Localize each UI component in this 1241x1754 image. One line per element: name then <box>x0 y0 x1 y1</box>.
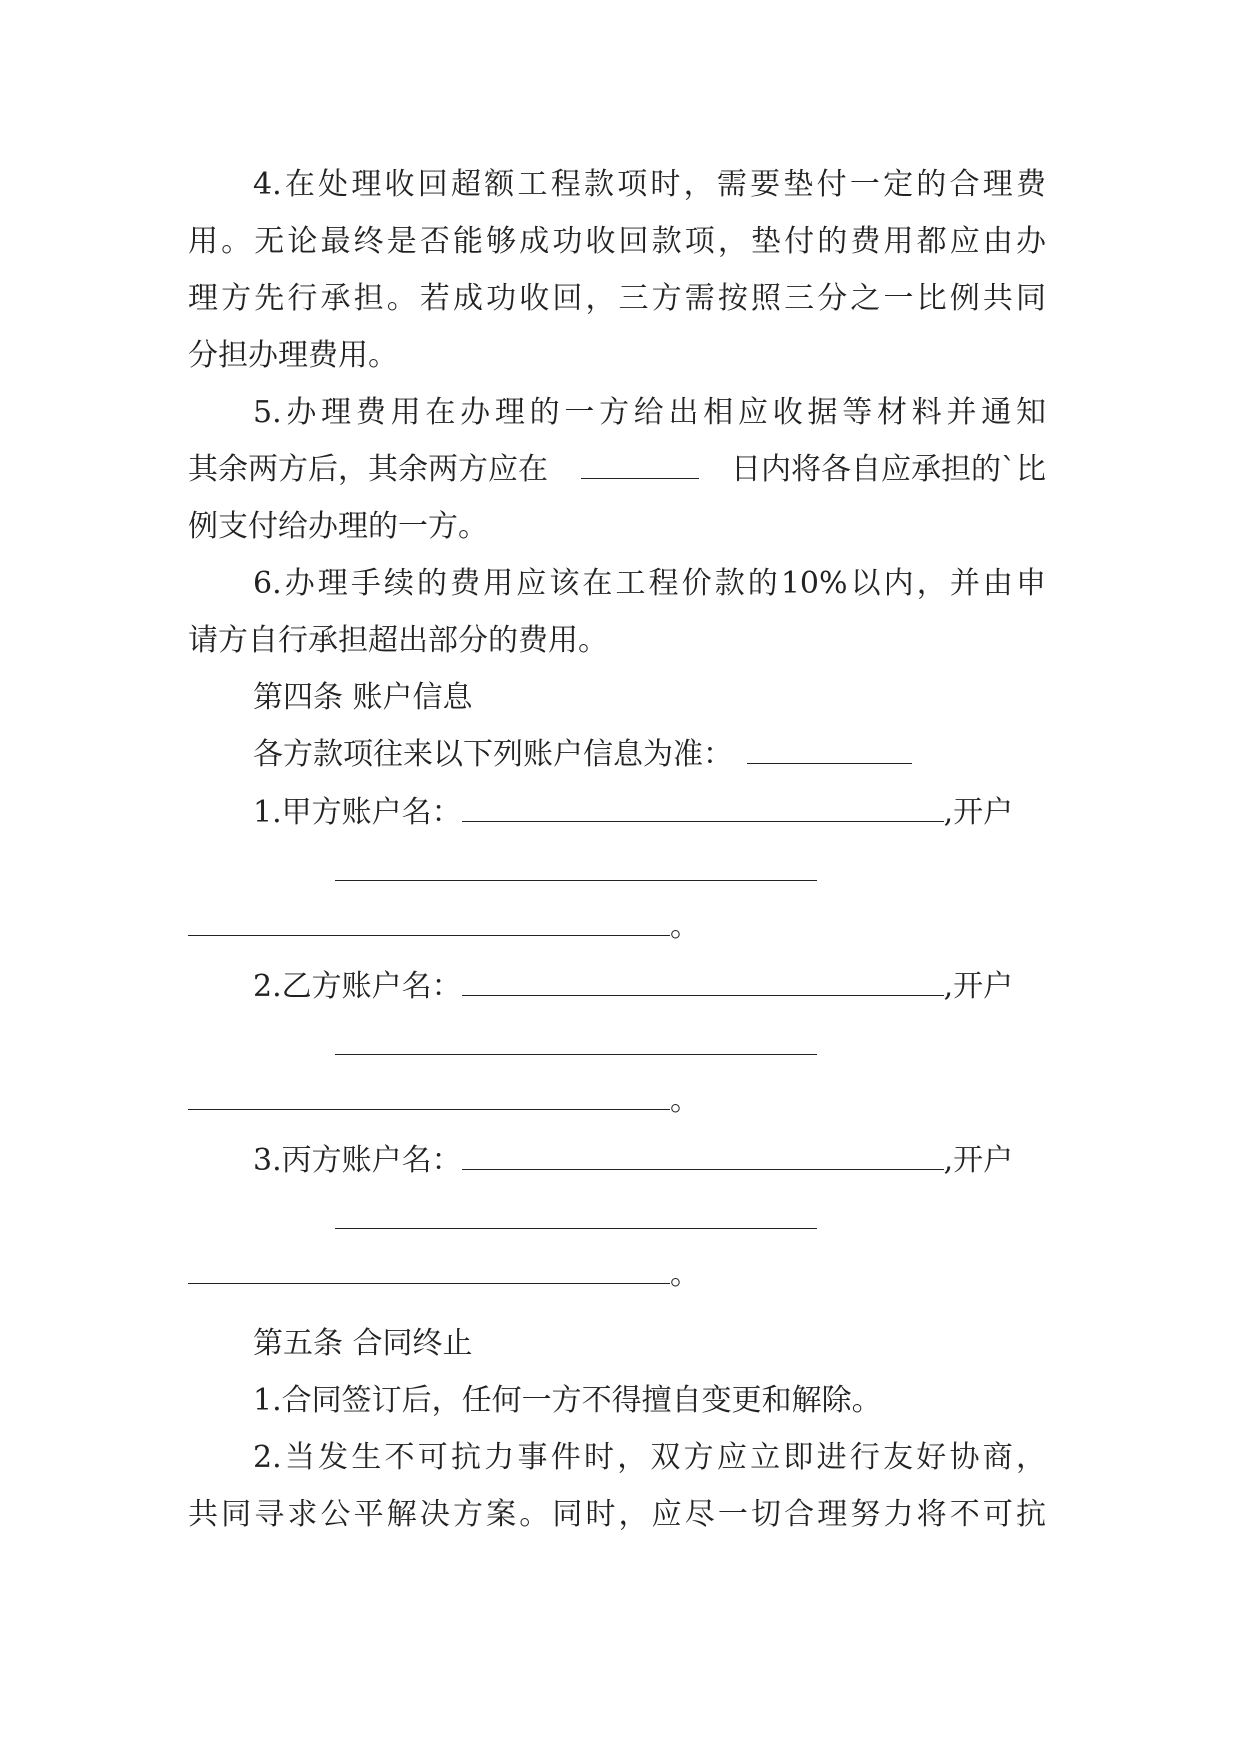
account-3-name-line <box>253 1141 1046 1181</box>
paragraph-5-line-1: 5.办理费用在办理的一方给出相应收据等材料并通知 <box>253 395 1046 430</box>
account-2-name-blank <box>462 969 944 996</box>
paragraph-4-line-2: 用。无论最终是否能够成功收回款项，垫付的费用都应由办 <box>188 224 1046 259</box>
account-3-number-blank <box>188 1257 670 1284</box>
account-1-bank-line <box>188 850 1046 890</box>
account-3-bank-line <box>188 1198 1046 1238</box>
account-1-bank-blank <box>335 854 817 881</box>
article-4-intro <box>253 735 1046 775</box>
article-4-intro-text: 各方款项往来以下列账户信息为准： <box>253 737 733 772</box>
article-4-heading: 第四条 账户信息 <box>253 680 473 715</box>
account-1-number-blank <box>188 909 670 936</box>
article-5-item-2-line-1: 2.当发生不可抗力事件时，双方应立即进行友好协商， <box>253 1440 1046 1475</box>
account-2-bank-line <box>188 1024 1046 1064</box>
article-5-item-2-line-2: 共同寻求公平解决方案。同时，应尽一切合理努力将不可抗 <box>188 1497 1046 1532</box>
end-mark: 。 <box>670 1083 700 1118</box>
account-1-bank-suffix: ,开户 <box>943 795 1014 830</box>
end-mark: 。 <box>670 909 700 944</box>
paragraph-5-text-a: 其余两方后，其余两方应在 <box>188 452 548 487</box>
paragraph-6-line-2: 请方自行承担超出部分的费用。 <box>188 623 608 658</box>
account-2-number-line <box>188 1081 1046 1121</box>
account-1-name-line <box>253 793 1046 833</box>
account-1-name-blank <box>462 795 944 822</box>
account-2-bank-suffix: ,开户 <box>943 969 1014 1004</box>
account-3-label: 3.丙方账户名： <box>253 1143 462 1178</box>
account-3-number-line <box>188 1255 1046 1295</box>
account-2-bank-blank <box>335 1028 817 1055</box>
account-2-name-line <box>253 967 1046 1007</box>
days-blank <box>581 452 699 479</box>
paragraph-6-line-1: 6.办理手续的费用应该在工程价款的10%以内，并由申 <box>253 566 1046 601</box>
paragraph-5-line-3: 例支付给办理的一方。 <box>188 509 488 544</box>
article-5-heading: 第五条 合同终止 <box>253 1326 473 1361</box>
paragraph-4-line-4: 分担办理费用。 <box>188 338 398 373</box>
intro-blank <box>747 737 912 764</box>
end-mark: 。 <box>670 1257 700 1292</box>
paragraph-4-line-3: 理方先行承担。若成功收回，三方需按照三分之一比例共同 <box>188 281 1046 316</box>
account-3-bank-blank <box>335 1202 817 1229</box>
paragraph-4-line-1: 4.在处理收回超额工程款项时，需要垫付一定的合理费 <box>253 167 1046 202</box>
account-1-number-line <box>188 907 1046 947</box>
account-3-name-blank <box>462 1143 944 1170</box>
article-5-item-1: 1.合同签订后，任何一方不得擅自变更和解除。 <box>253 1383 882 1418</box>
account-3-bank-suffix: ,开户 <box>943 1143 1014 1178</box>
account-1-label: 1.甲方账户名： <box>253 795 462 830</box>
paragraph-5-text-b: 日内将各自应承担的`比 <box>731 452 1046 487</box>
account-2-label: 2.乙方账户名： <box>253 969 462 1004</box>
paragraph-5-line-2 <box>188 450 1046 490</box>
account-2-number-blank <box>188 1083 670 1110</box>
